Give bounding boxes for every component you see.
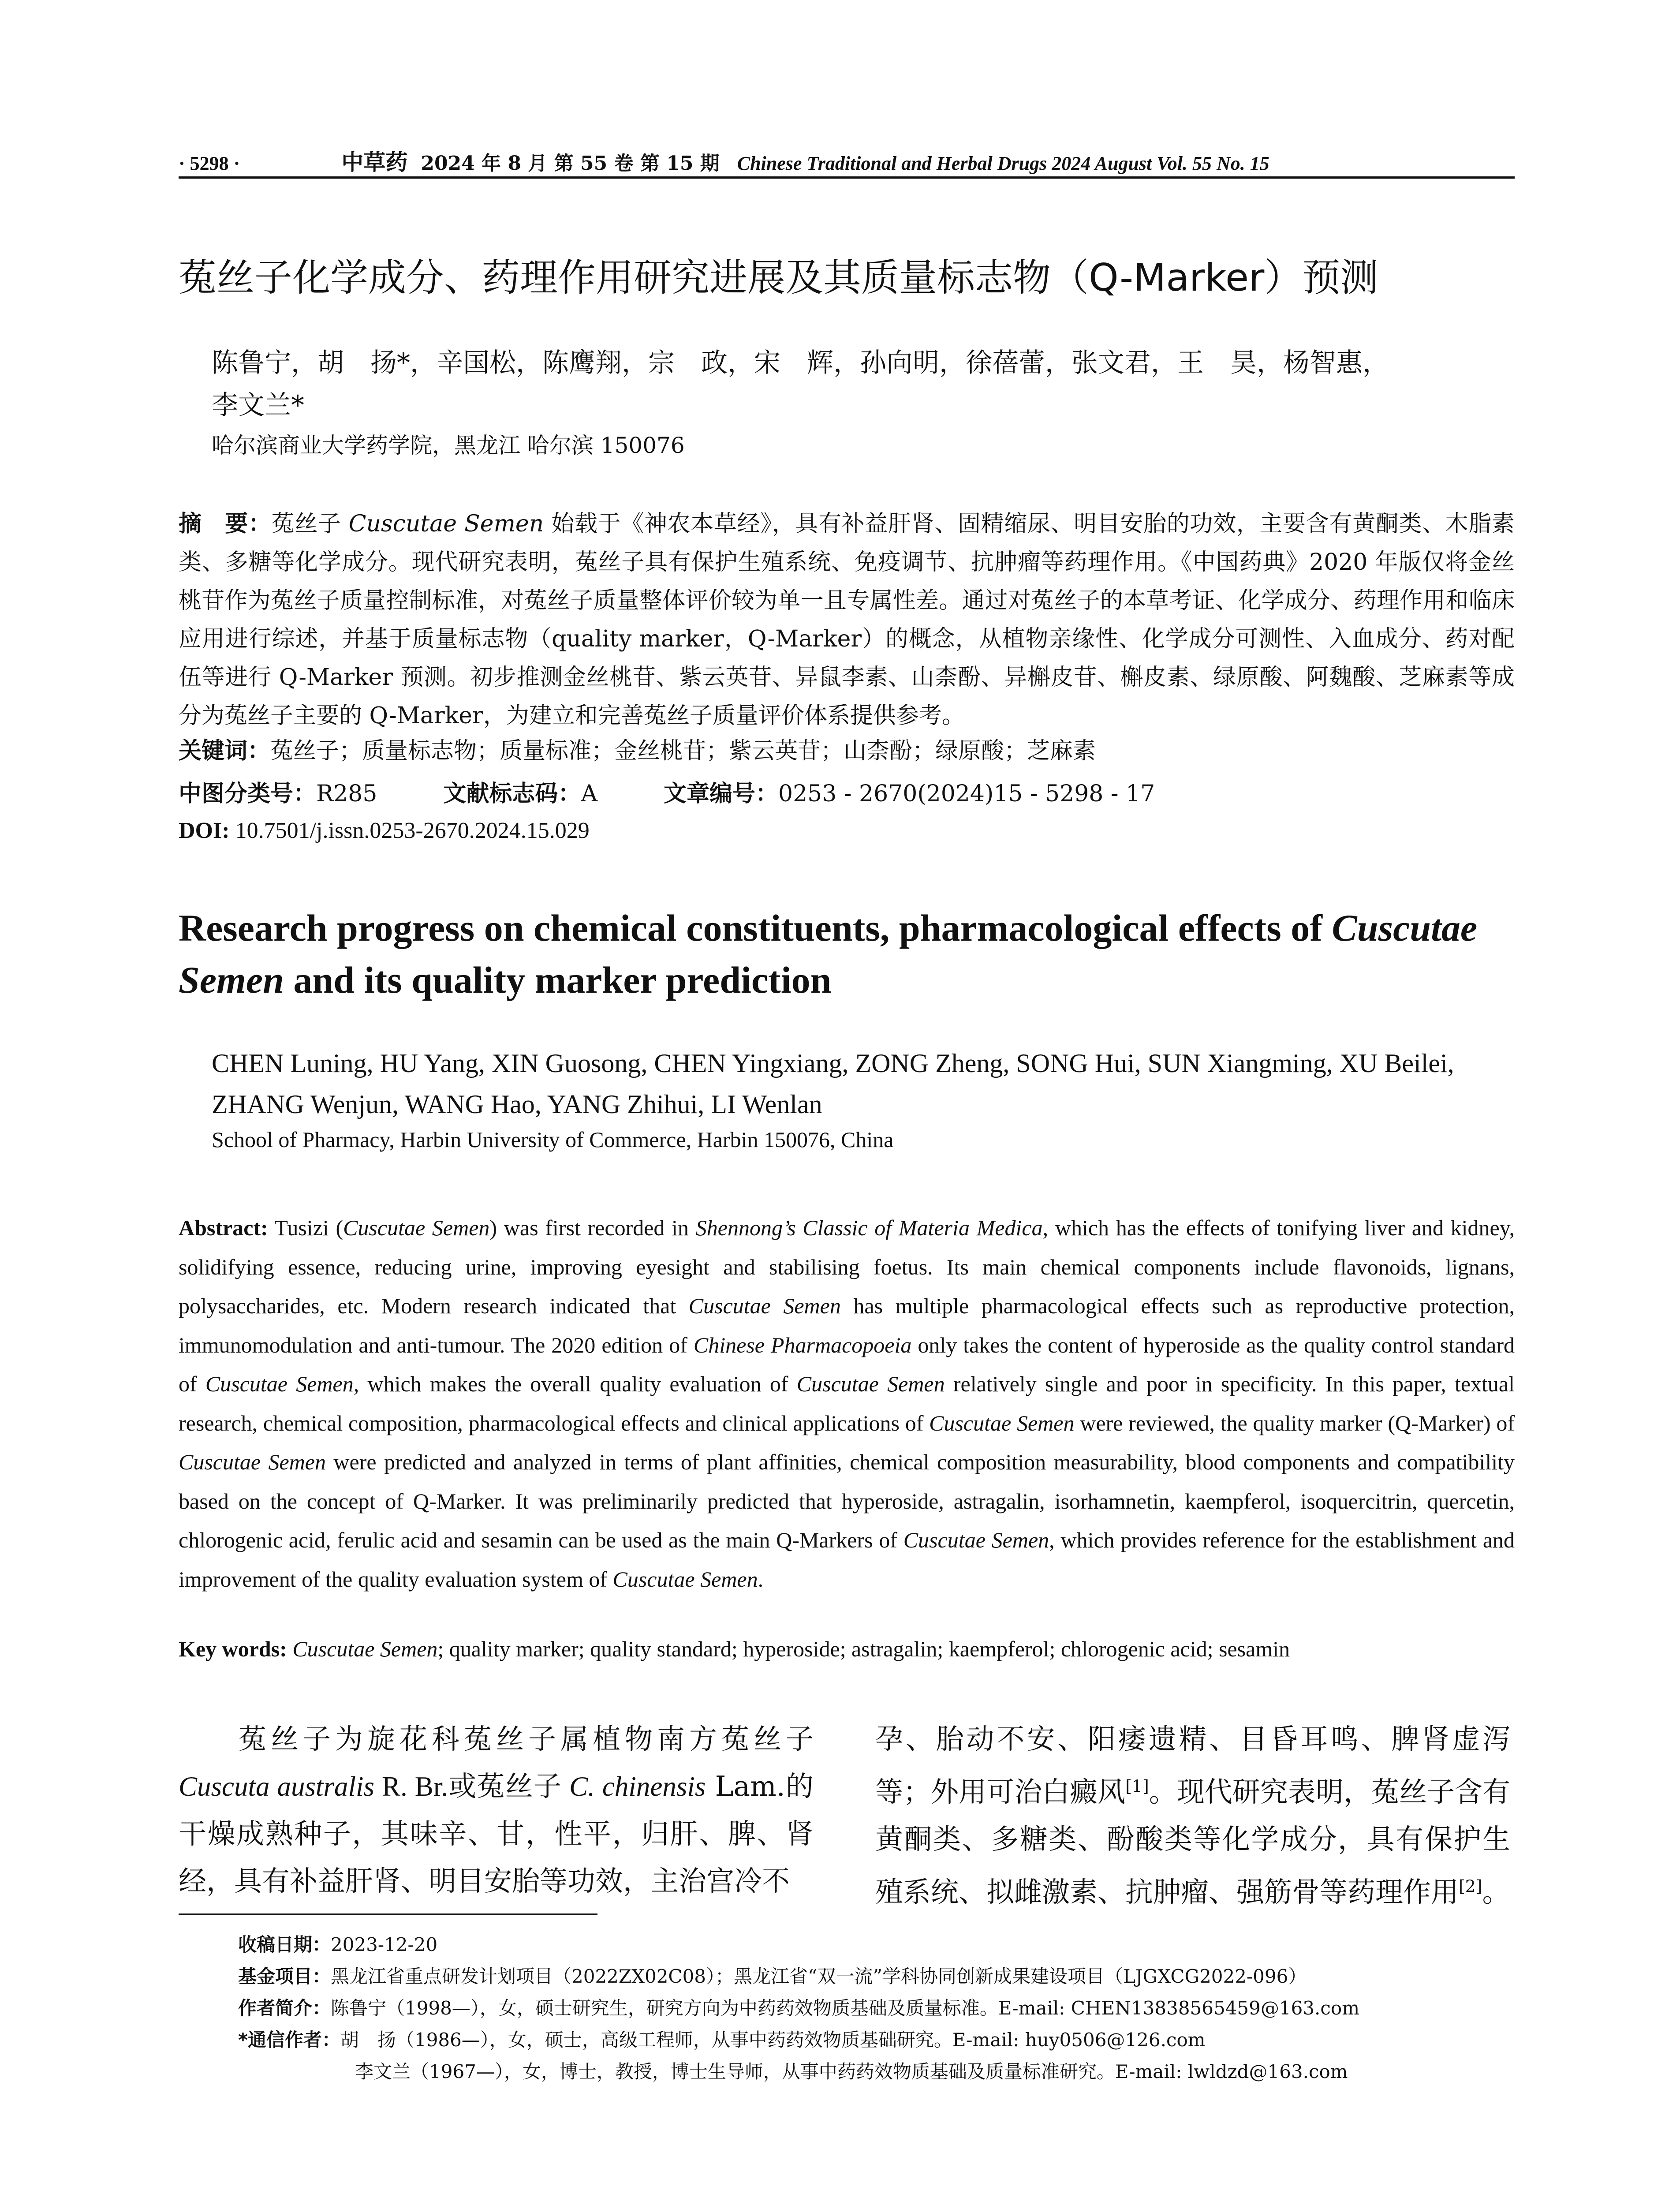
footnote-label: 基金项目： xyxy=(238,1966,331,1987)
title-en-text: Research progress on chemical constituents, pharmacological effects of xyxy=(179,907,1332,949)
footnote-corresponding-2 xyxy=(355,2059,1634,2085)
body-text: 孕、胎动不安、阳痿遗精、目昏耳鸣、脾肾虚泻等；外用可治白癜风 xyxy=(875,1723,1510,1808)
body-text: 。 xyxy=(1482,1876,1510,1908)
latin-name: Cuscutae Semen xyxy=(287,1637,438,1661)
footnote-author-bio xyxy=(238,1995,1517,2022)
abstract-cn-label: 摘 要： xyxy=(179,511,272,537)
body-text: Lam.的干燥成熟种子，其味辛、甘，性平，归肝、脾、肾经，具有补益肝肾、明目安胎等功效，主治宫冷不 xyxy=(179,1770,814,1897)
page-number: · 5298 · xyxy=(179,153,240,174)
article-title-cn: 菟丝子化学成分、药理作用研究进展及其质量标志物（Q-Marker）预测 xyxy=(179,256,1378,300)
abstract-cn-text: 菟丝子 xyxy=(271,511,349,537)
footnote-text: 陈鲁宁（1998—），女，硕士研究生，研究方向为中药药效物质基础及质量标准。E-mail: CHEN13838565459@163.com xyxy=(331,1997,1360,2019)
keywords-cn xyxy=(179,732,1515,765)
footnote-label: 收稿日期： xyxy=(238,1934,331,1955)
article-title-en xyxy=(179,902,1515,1006)
running-header xyxy=(179,145,1515,176)
journal-name-en: Chinese Traditional and Herbal Drugs 2024 August Vol. 55 No. 15 xyxy=(737,153,1269,174)
affiliation-en: School of Pharmacy, Harbin University of Commerce, Harbin 150076, China xyxy=(212,1127,894,1152)
keywords-en-label: Key words: xyxy=(179,1637,287,1661)
abstract-cn xyxy=(179,505,1515,735)
authors-cn-line: 陈鲁宁，胡 扬*，辛国松，陈鹰翔，宗 政，宋 辉，孙向明，徐蓓蕾，张文君，王 昊，杨智惠， xyxy=(212,348,1389,378)
journal-name-cn: 中草药 xyxy=(341,149,408,175)
classification-line xyxy=(179,775,1515,808)
doc-code-label: 文献标志码： xyxy=(443,781,581,807)
authors-cn-line: 李文兰* xyxy=(212,390,304,421)
latin-name: Semen xyxy=(179,959,284,1001)
footnote-fund xyxy=(238,1963,1517,1990)
body-text: 。现代研究表明，菟丝子含有黄酮类、多糖类、酚酸类等化学成分，具有保护生殖系统、拟雌激素、抗肿瘤、强筋骨等药理作用 xyxy=(875,1776,1511,1908)
header-rule xyxy=(179,176,1515,179)
latin-name: Cuscutae Semen xyxy=(348,511,544,537)
abstract-cn-text: 始载于《神农本草经》，具有补益肝肾、固精缩尿、明目安胎的功效，主要含有黄酮类、木脂素类、多糖等化学成分。现代研究表明，菟丝子具有保护生殖系统、免疫调节、抗肿瘤等药理作用。《中国药典》2020 年版仅将金丝桃苷作为菟丝子质量控制标准，对菟丝子质量整体评价较为单一且专属性差。通过对菟丝子的本草考证、化学成分、药理作用和临床应用进行综述，并基于质量标志物（quality marker，Q-Marker）的概念，从植物亲缘性、化学成分可测性、入血成分、药对配伍等进行 Q-Marker 预测。初步推测金丝桃苷、紫云英苷、异鼠李素、山柰酚、异槲皮苷、槲皮素、绿原酸、阿魏酸、芝麻素等成分为菟丝子主要的 Q-Marker，为建立和完善菟丝子质量评价体系提供参考。 xyxy=(179,511,1515,729)
footnote-text: 李文兰（1967—），女，博士，教授，博士生导师，从事中药药效物质基础及质量标准研究。E-mail: lwldzd@163.com xyxy=(355,2061,1348,2082)
doi-label: DOI: xyxy=(179,818,230,843)
body-text: R. Br.或菟丝子 xyxy=(374,1771,570,1802)
body-column-left xyxy=(179,1715,814,1905)
keywords-en xyxy=(179,1636,1515,1662)
footnote-label: 作者简介： xyxy=(238,1997,331,2019)
abstract-en: Abstract: Tusizi (Cuscutae Semen) was first recorded in Shennong’s Classic of Materia Medica, which has the effects of tonifying liver and kidney, solidifying essence, reducing urine, improving eyesight and stabilising foetus. Its main chemical components include flavonoids, lignans, polysaccharides, etc. Modern research indicated that Cuscutae Semen has multiple pharmacological effects such as reproductive protection, immunomodulation and anti-tumour. The 2020 edition of Chinese Pharmacopoeia only takes the content of hyperoside as the quality control standard of Cuscutae Semen, which makes the overall quality evaluation of Cuscutae Semen relatively single and poor in specificity. In this paper, textual research, chemical composition, pharmacological effects and clinical applications of Cuscutae Semen were reviewed, the quality marker (Q-Marker) of Cuscutae Semen were predicted and analyzed in terms of plant affinities, chemical composition measurability, blood components and compatibility based on the concept of Q-Marker. It was preliminarily predicted that hyperoside, astragalin, isorhamnetin, kaempferol, isoquercitrin, quercetin, chlorogenic acid, ferulic acid and sesamin can be used as the main Q-Markers of Cuscutae Semen, which provides reference for the establishment and improvement of the quality evaluation system of Cuscutae Semen. xyxy=(179,1215,1515,1592)
keywords-cn-text: 菟丝子；质量标志物；质量标准；金丝桃苷；紫云英苷；山柰酚；绿原酸；芝麻素 xyxy=(270,738,1096,764)
body-column-right xyxy=(875,1715,1510,1916)
footnote-rule xyxy=(179,1913,597,1915)
footnote-label: *通信作者： xyxy=(238,2029,340,2051)
latin-name: Cuscuta australis xyxy=(179,1771,375,1802)
footnote-corresponding xyxy=(238,2027,1517,2053)
authors-cn xyxy=(212,342,1517,426)
body-text: 菟丝子为旋花科菟丝子属植物南方菟丝子 xyxy=(234,1723,814,1755)
article-no-label: 文章编号： xyxy=(664,781,779,807)
clc-value: R285 xyxy=(316,781,377,807)
affiliation-cn: 哈尔滨商业大学药学院，黑龙江 哈尔滨 150076 xyxy=(212,433,685,458)
citation-ref[interactable]: [1] xyxy=(1125,1776,1149,1796)
latin-name: Cuscutae xyxy=(1332,907,1478,949)
doc-code-value: A xyxy=(581,781,597,807)
latin-name: C. chinensis xyxy=(569,1771,706,1802)
clc-label: 中图分类号： xyxy=(179,781,317,807)
authors-en: CHEN Luning, HU Yang, XIN Guosong, CHEN Yingxiang, ZONG Zheng, SONG Hui, SUN Xiangming, XU Beilei, ZHANG Wenjun, WANG Hao, YANG Zhihui, LI Wenlan xyxy=(212,1049,1454,1119)
footnote-text: 黑龙江省重点研发计划项目（2022ZX02C08）；黑龙江省“双一流”学科协同创新成果建设项目（LJGXCG2022-096） xyxy=(331,1966,1307,1987)
abstract-en-label: Abstract: xyxy=(179,1215,268,1240)
footnote-text: 胡 扬（1986—），女，硕士，高级工程师，从事中药药效物质基础研究。E-mail: huy0506@126.com xyxy=(340,2029,1206,2051)
citation-ref[interactable]: [2] xyxy=(1459,1876,1482,1896)
doi-line xyxy=(179,818,1515,844)
footnote-text: 2023-12-20 xyxy=(331,1934,438,1955)
article-no-value: 0253 - 2670(2024)15 - 5298 - 17 xyxy=(778,781,1155,807)
doi-value[interactable]: 10.7501/j.issn.0253-2670.2024.15.029 xyxy=(229,818,590,843)
keywords-cn-label: 关键词： xyxy=(179,738,271,764)
footnote-received xyxy=(238,1932,1517,1958)
issue-info-cn: 2024 年 8 月 第 55 卷 第 15 期 xyxy=(421,152,720,175)
keywords-en-text: ; quality marker; quality standard; hyperoside; astragalin; kaempferol; chlorogenic acid; sesamin xyxy=(437,1637,1290,1661)
title-en-text: and its quality marker prediction xyxy=(284,959,832,1001)
